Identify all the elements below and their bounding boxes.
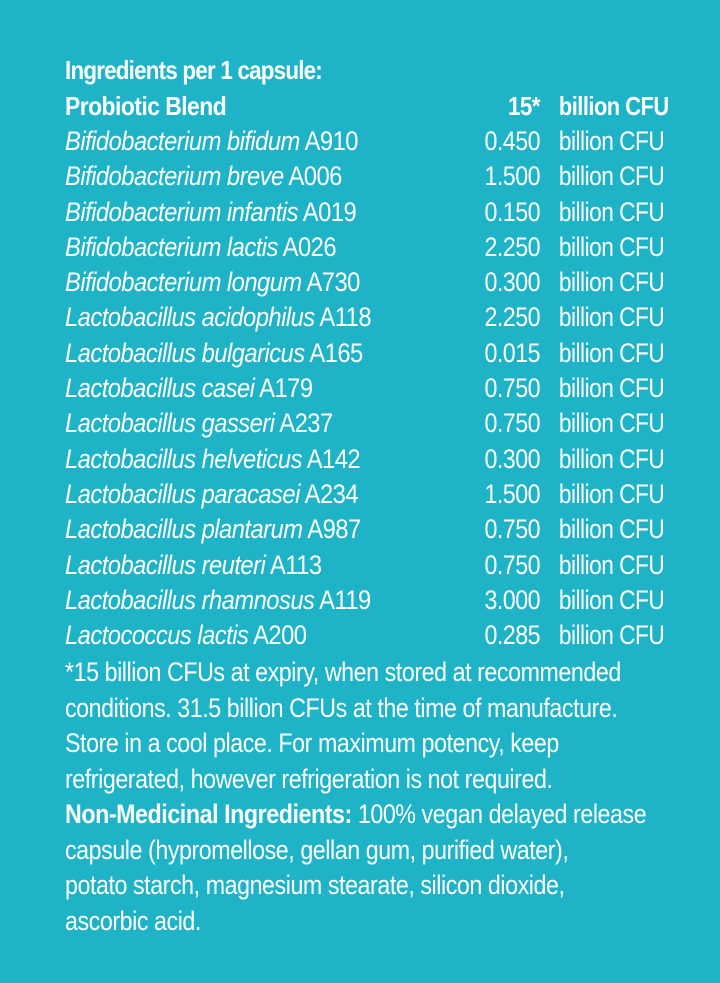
ingredient-name <box>65 195 402 230</box>
ingredient-name <box>65 548 402 583</box>
ingredient-row <box>65 265 665 300</box>
ingredient-name <box>65 300 402 335</box>
footnote-line: Store in a cool place. For maximum potency, keep <box>65 728 559 759</box>
ingredient-name <box>65 442 402 477</box>
ingredient-row <box>65 159 665 194</box>
ingredient-unit: billion CFU <box>558 267 665 298</box>
ingredient-unit: billion CFU <box>558 373 665 404</box>
ingredient-species: Bifidobacterium breve <box>65 161 284 192</box>
ingredient-amount: 0.285 <box>484 620 540 651</box>
probiotic-blend-row <box>65 88 669 124</box>
ingredient-row <box>65 548 665 583</box>
ingredient-unit: billion CFU <box>558 302 665 333</box>
ingredient-strain: A910 <box>304 126 358 156</box>
footnote-line: *15 billion CFUs at expiry, when stored at recommended <box>65 657 621 688</box>
ingredient-amount: 0.750 <box>484 549 540 580</box>
ingredient-amount: 2.250 <box>484 302 540 333</box>
footnote-block <box>65 655 650 939</box>
ingredient-species: Bifidobacterium bifidum <box>65 126 300 156</box>
ingredient-row <box>65 442 665 477</box>
ingredient-unit: billion CFU <box>558 196 665 227</box>
ingredient-name <box>65 477 402 512</box>
ingredient-amount: 2.250 <box>484 231 540 262</box>
blend-amount: 15* <box>507 91 540 121</box>
ingredient-row <box>65 406 665 441</box>
ingredient-amount: 1.500 <box>484 161 540 192</box>
ingredient-row <box>65 618 665 653</box>
ingredient-row <box>65 124 665 159</box>
ingredient-unit: billion CFU <box>558 620 665 651</box>
ingredient-species: Lactobacillus plantarum <box>65 514 303 545</box>
ingredient-strain: A165 <box>309 337 363 368</box>
ingredient-name <box>65 406 402 441</box>
ingredient-unit: billion CFU <box>558 549 665 580</box>
ingredient-unit: billion CFU <box>558 514 665 545</box>
ingredient-row <box>65 512 665 547</box>
ingredient-name <box>65 230 402 265</box>
footnote-line: refrigerated, however refrigeration is not required. <box>65 763 553 794</box>
non-medicinal-label: Non-Medicinal Ingredients: <box>65 799 352 830</box>
ingredient-row <box>65 195 665 230</box>
non-medicinal-first-line <box>65 797 650 833</box>
ingredient-species: Bifidobacterium lactis <box>65 231 278 262</box>
ingredient-species: Lactobacillus rhamnosus <box>65 584 315 615</box>
non-medicinal-line: potato starch, magnesium stearate, silicon dioxide, <box>65 870 565 901</box>
ingredient-strain: A113 <box>269 549 322 580</box>
ingredient-unit: billion CFU <box>558 337 665 368</box>
footnote-line: conditions. 31.5 billion CFUs at the time of manufacture. <box>65 692 618 723</box>
ingredient-list <box>65 124 665 653</box>
ingredient-strain: A200 <box>253 620 307 651</box>
ingredient-amount: 0.300 <box>484 267 540 298</box>
ingredient-species: Lactobacillus reuteri <box>65 549 266 580</box>
non-medicinal-line: capsule (hypromellose, gellan gum, purified water), <box>65 834 569 865</box>
ingredient-strain: A237 <box>279 408 333 439</box>
ingredient-unit: billion CFU <box>558 126 665 156</box>
ingredient-name <box>65 124 402 159</box>
ingredient-name <box>65 371 402 406</box>
ingredient-strain: A142 <box>306 443 361 474</box>
ingredient-unit: billion CFU <box>558 161 665 192</box>
ingredient-strain: A234 <box>304 478 359 509</box>
ingredient-name <box>65 336 402 371</box>
ingredient-row <box>65 336 665 371</box>
ingredient-row <box>65 230 665 265</box>
ingredient-amount: 0.750 <box>484 373 540 404</box>
ingredient-species: Bifidobacterium longum <box>65 267 302 298</box>
ingredient-strain: A118 <box>319 302 372 333</box>
ingredient-name <box>65 512 402 547</box>
ingredient-species: Lactobacillus paracasei <box>65 478 300 509</box>
ingredient-strain: A006 <box>288 161 342 192</box>
ingredient-name <box>65 159 402 194</box>
ingredient-species: Lactococcus lactis <box>65 620 249 651</box>
ingredient-species: Lactobacillus acidophilus <box>65 302 315 333</box>
ingredient-unit: billion CFU <box>558 408 665 439</box>
ingredients-heading: Ingredients per 1 capsule: <box>65 55 322 85</box>
ingredient-unit: billion CFU <box>558 443 665 474</box>
ingredient-species: Lactobacillus casei <box>65 373 255 404</box>
ingredient-unit: billion CFU <box>558 478 665 509</box>
ingredient-amount: 0.750 <box>484 408 540 439</box>
ingredient-strain: A730 <box>306 267 360 298</box>
ingredient-strain: A179 <box>259 373 313 404</box>
ingredient-amount: 3.000 <box>484 584 540 615</box>
ingredient-amount: 0.015 <box>484 337 540 368</box>
ingredient-amount: 1.500 <box>484 478 540 509</box>
ingredient-species: Lactobacillus bulgaricus <box>65 337 305 368</box>
ingredient-unit: billion CFU <box>558 231 665 262</box>
non-medicinal-line: ascorbic acid. <box>65 905 201 936</box>
ingredient-amount: 0.300 <box>484 443 540 474</box>
ingredient-species: Bifidobacterium infantis <box>65 196 298 227</box>
ingredient-name <box>65 583 402 618</box>
ingredient-species: Lactobacillus helveticus <box>65 443 302 474</box>
ingredient-strain: A019 <box>302 196 357 227</box>
ingredient-row <box>65 371 665 406</box>
ingredient-row <box>65 583 665 618</box>
ingredient-row <box>65 477 665 512</box>
ingredient-strain: A026 <box>282 231 337 262</box>
blend-unit: billion CFU <box>558 91 669 121</box>
ingredient-strain: A119 <box>319 584 371 615</box>
non-medicinal-text: 100% vegan delayed release <box>351 799 647 830</box>
ingredient-strain: A987 <box>307 514 361 545</box>
ingredient-row <box>65 300 665 335</box>
ingredient-species: Lactobacillus gasseri <box>65 408 275 439</box>
ingredient-unit: billion CFU <box>558 584 665 615</box>
ingredient-name <box>65 618 402 653</box>
ingredient-amount: 0.150 <box>484 196 540 227</box>
ingredient-amount: 0.450 <box>484 126 540 156</box>
ingredient-amount: 0.750 <box>484 514 540 545</box>
ingredient-name <box>65 265 402 300</box>
blend-label: Probiotic Blend <box>65 91 227 121</box>
